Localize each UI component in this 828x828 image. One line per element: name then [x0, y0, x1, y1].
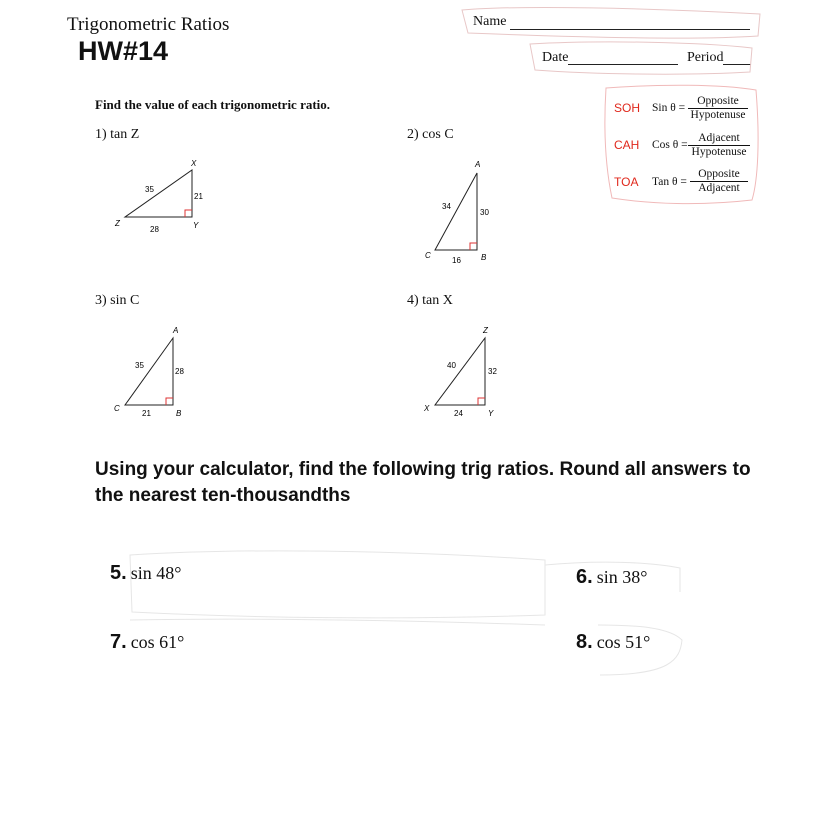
tri2-vertical-side: 30 — [480, 208, 489, 217]
sin-denominator: Hypotenuse — [690, 109, 746, 121]
tri1-vertex-left: Z — [115, 219, 120, 228]
tri2-hypotenuse: 34 — [442, 202, 451, 211]
sin-numerator: Opposite — [688, 95, 748, 109]
tri3-vertex-left: C — [114, 404, 120, 413]
homework-number: HW#14 — [78, 36, 169, 66]
question-6[interactable] — [576, 566, 647, 589]
question-7-expression: cos 61° — [130, 632, 185, 652]
date-label: Date — [542, 50, 569, 65]
reference-cah — [614, 138, 639, 153]
problem-1-label: 1) tan Z — [95, 127, 140, 142]
triangle-2 — [415, 155, 505, 265]
question-7[interactable] — [110, 631, 184, 654]
sin-formula: Sin θ = — [652, 102, 686, 114]
period-label: Period — [687, 50, 724, 65]
calculator-instructions: Using your calculator, find the following trig ratios. Round all answers to the nearest ten-thousandths — [95, 459, 751, 506]
tri3-vertical-side: 28 — [175, 367, 184, 376]
tri1-base: 28 — [150, 225, 159, 234]
tri2-base: 16 — [452, 256, 461, 265]
problem-4-label: 4) tan X — [407, 293, 453, 308]
problem-3-label: 3) sin C — [95, 293, 140, 308]
worksheet-title: Trigonometric Ratios — [67, 14, 230, 35]
cos-denominator: Hypotenuse — [691, 146, 747, 158]
tri1-vertex-right: Y — [193, 221, 199, 230]
tan-numerator: Opposite — [690, 168, 748, 182]
question-5-number: 5. — [110, 562, 127, 584]
triangle-4 — [415, 320, 515, 425]
tri4-vertex-left: X — [424, 404, 430, 413]
tri1-hypotenuse: 35 — [145, 185, 154, 194]
soh-label: SOH — [614, 101, 641, 115]
question-6-expression: sin 38° — [596, 567, 648, 587]
tri4-base: 24 — [454, 409, 463, 418]
instructions: Find the value of each trigonometric ratio. — [95, 97, 331, 112]
tri4-vertex-top: Z — [483, 326, 488, 335]
cos-formula: Cos θ = — [652, 139, 688, 151]
name-label: Name — [473, 14, 507, 29]
tan-fraction — [690, 168, 748, 195]
question-5[interactable] — [110, 562, 181, 585]
question-7-number: 7. — [110, 631, 127, 653]
tri2-vertex-top: A — [475, 160, 481, 169]
tri3-base: 21 — [142, 409, 151, 418]
cah-label: CAH — [614, 138, 640, 152]
cos-numerator: Adjacent — [688, 132, 750, 146]
tri2-vertex-right: B — [481, 253, 487, 262]
triangle-3 — [105, 320, 205, 425]
triangle-1 — [105, 155, 215, 240]
tri3-hypotenuse: 35 — [135, 361, 144, 370]
tri1-vertex-top: X — [191, 159, 197, 168]
reference-toa — [614, 175, 638, 190]
tan-denominator: Adjacent — [698, 182, 740, 194]
question-8-number: 8. — [576, 631, 593, 653]
tri4-vertical-side: 32 — [488, 367, 497, 376]
cos-fraction — [688, 132, 750, 159]
tri4-hypotenuse: 40 — [447, 361, 456, 370]
tri2-vertex-left: C — [425, 251, 431, 260]
question-6-number: 6. — [576, 566, 593, 588]
sin-fraction — [688, 95, 748, 122]
problem-2-label: 2) cos C — [407, 127, 454, 142]
question-8-expression: cos 51° — [596, 632, 651, 652]
tri3-vertex-top: A — [173, 326, 179, 335]
tri3-vertex-right: B — [176, 409, 182, 418]
reference-soh — [614, 101, 640, 116]
question-8[interactable] — [576, 631, 650, 654]
toa-label: TOA — [614, 175, 639, 189]
tan-formula: Tan θ = — [652, 176, 687, 188]
tri4-vertex-right: Y — [488, 409, 494, 418]
question-5-expression: sin 48° — [130, 563, 182, 583]
tri1-vertical-side: 21 — [194, 192, 203, 201]
